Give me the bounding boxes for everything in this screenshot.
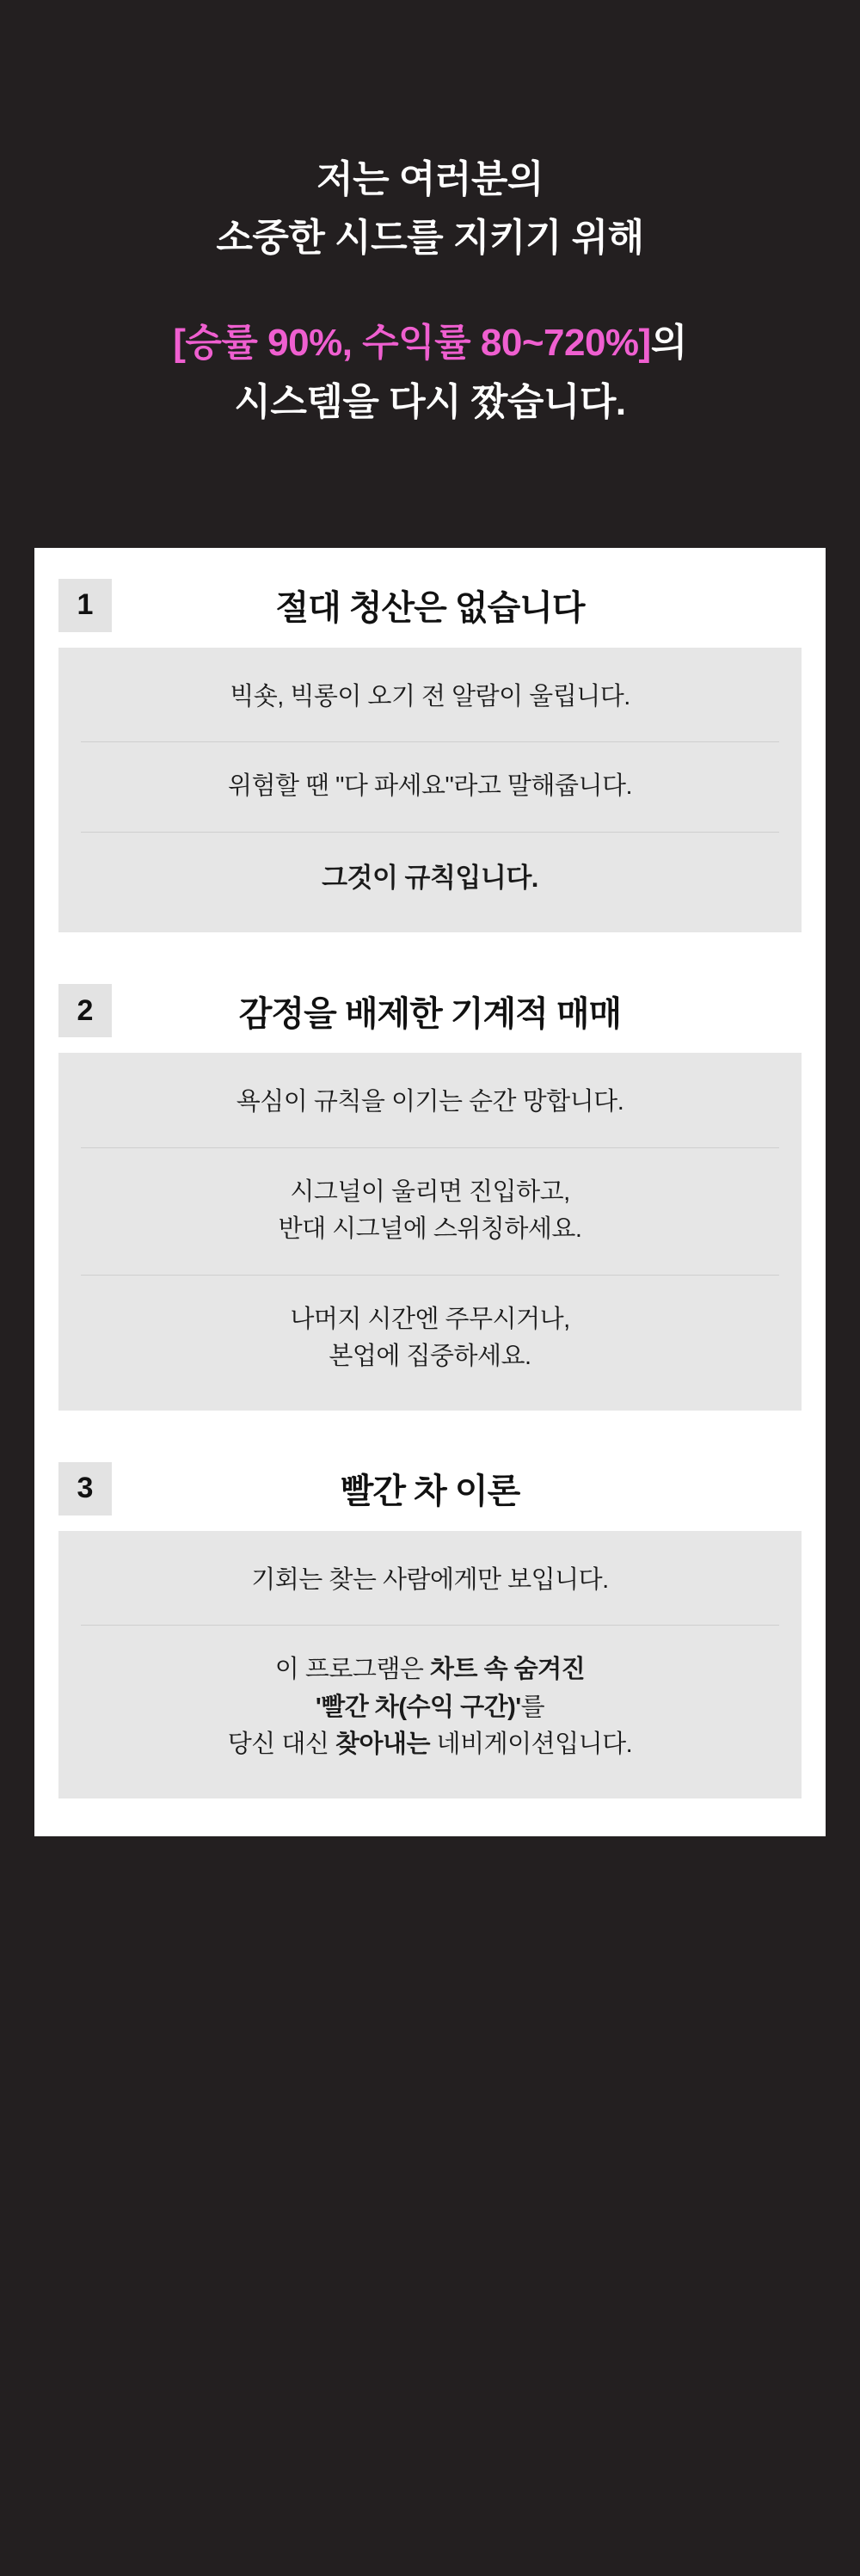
rule-text: 시그널이 울리면 진입하고,: [290, 1177, 570, 1206]
intro-highlight-suffix: 의: [650, 322, 687, 365]
intro-line-4: 시스템을 다시 짰습니다.: [234, 380, 626, 423]
rule-section-1-header: [58, 579, 802, 632]
intro-line-2: 소중한 시드를 지키기 위해: [216, 217, 644, 260]
intro-highlight-stat: [승률 90%, 수익률 80~720%]: [173, 322, 651, 365]
intro-line-1: 저는 여러분의: [316, 158, 544, 200]
list-item: [81, 742, 779, 833]
rule-text: 당신 대신 찾아내는 네비게이션입니다.: [227, 1731, 633, 1759]
list-item: [81, 1148, 779, 1276]
rule-text: 이 프로그램은 차트 속 숨겨진: [274, 1656, 586, 1684]
rule-section-3-number: 3: [58, 1462, 112, 1515]
rule-section-2-title: 감정을 배제한 기계적 매매: [238, 994, 622, 1033]
rule-text: 위험할 땐 "다 파세요"라고 말해줍니다.: [227, 772, 633, 801]
rule-section-1-body: [58, 648, 802, 933]
rule-text: 그것이 규칙입니다.: [322, 862, 538, 893]
list-item: [81, 1626, 779, 1790]
list-item: [81, 1276, 779, 1402]
rule-section-2-body: [58, 1053, 802, 1411]
rule-text: 나머지 시간엔 주무시거나,: [290, 1305, 570, 1333]
rule-section-3-header: [58, 1462, 802, 1515]
rule-text: 욕심이 규칙을 이기는 순간 망합니다.: [236, 1088, 624, 1116]
rule-text: 기회는 찾는 사람에게만 보입니다.: [251, 1565, 609, 1594]
rule-text: 반대 시그널에 스위칭하세요.: [278, 1215, 582, 1244]
intro-highlight-line: [52, 314, 808, 372]
rule-text: 본업에 집중하세요.: [329, 1343, 531, 1371]
rule-section-3-body: [58, 1531, 802, 1798]
rule-section-3-title: 빨간 차 이론: [340, 1472, 520, 1511]
list-item: [81, 833, 779, 925]
rule-section-1: [58, 579, 802, 933]
list-item: [81, 1536, 779, 1626]
list-item: [81, 1058, 779, 1148]
rule-section-1-number: 1: [58, 579, 112, 632]
rule-section-2-number: 2: [58, 984, 112, 1037]
rule-section-3: [58, 1462, 802, 1798]
rule-section-1-title: 절대 청산은 없습니다: [275, 589, 585, 628]
rule-text: 빅숏, 빅롱이 오기 전 알람이 울립니다.: [230, 682, 630, 710]
rules-card: [34, 548, 826, 1836]
intro-block: [0, 0, 860, 432]
rule-text: '빨간 차(수익 구간)'를: [315, 1693, 545, 1721]
rule-section-2-header: [58, 984, 802, 1037]
rule-section-2: [58, 984, 802, 1411]
list-item: [81, 653, 779, 743]
intro-spacer: [52, 267, 808, 314]
